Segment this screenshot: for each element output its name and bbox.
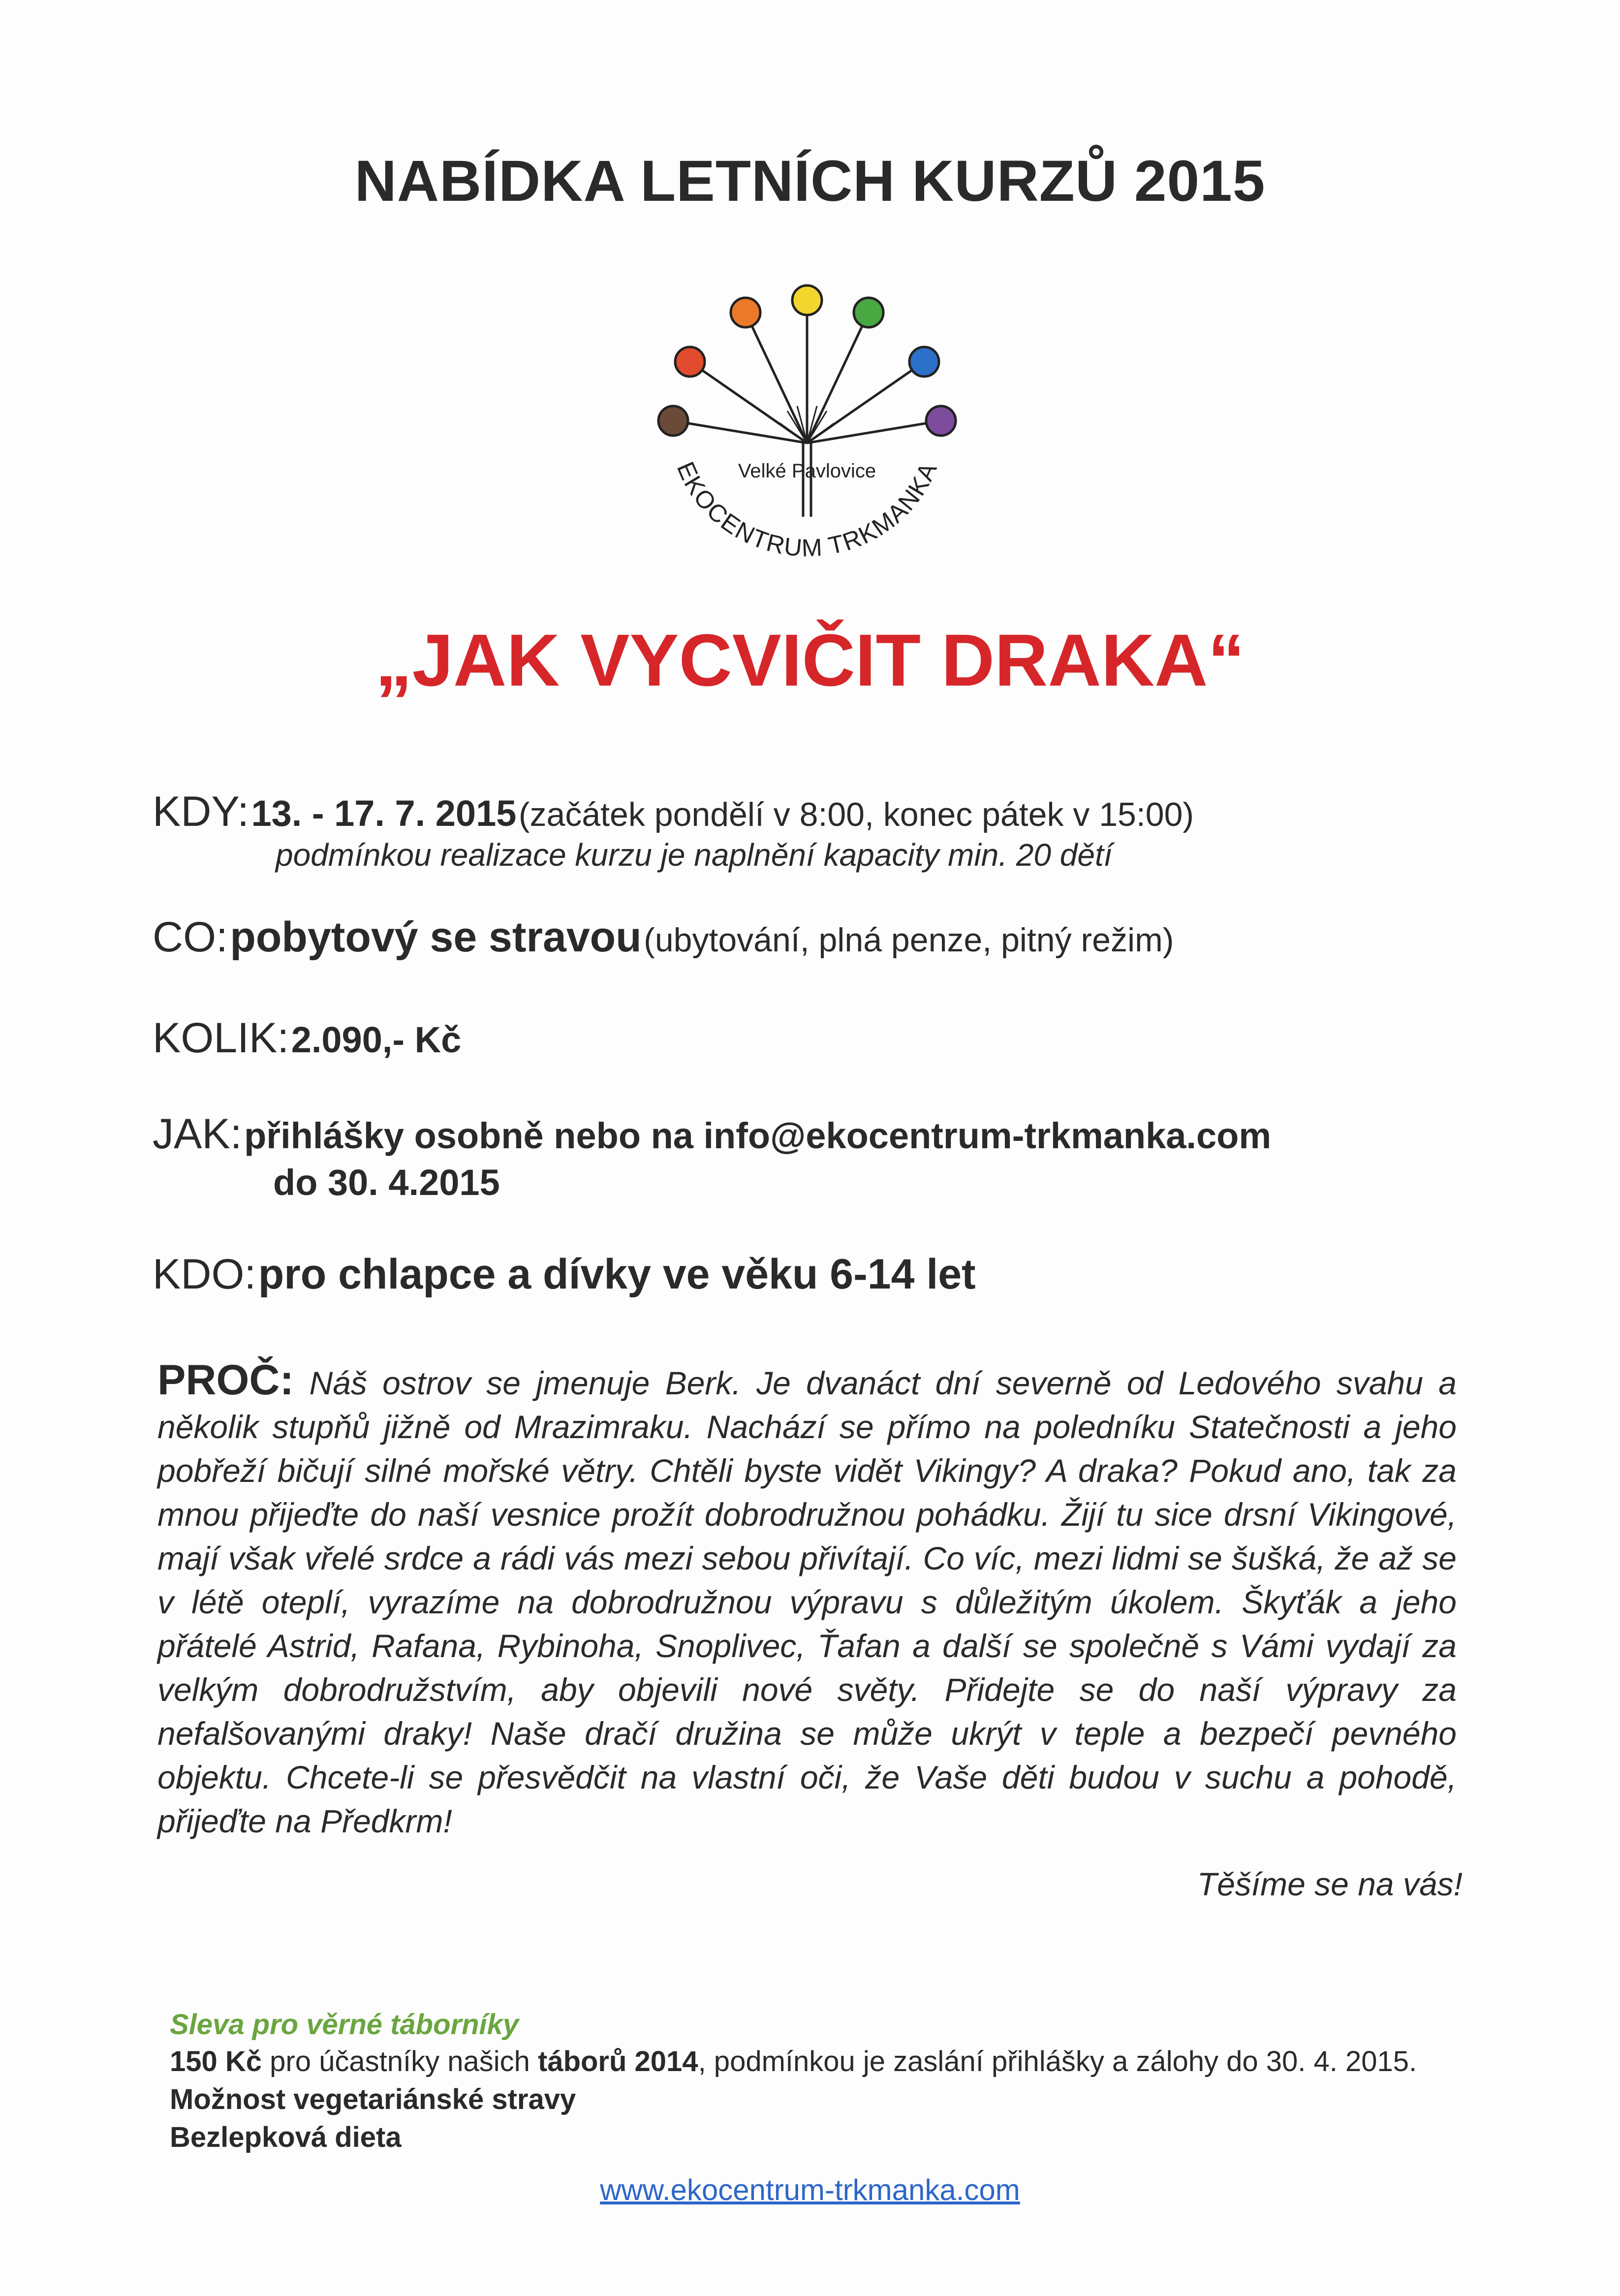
gluten-free-option: Bezlepková dieta: [170, 2121, 402, 2153]
logo-dot-purple: [926, 406, 956, 436]
proc-label: PROČ:: [157, 1356, 294, 1404]
page-title: NABÍDKA LETNÍCH KURZŮ 2015: [354, 149, 1266, 214]
co-detail: (ubytování, plná penze, pitný režim): [644, 921, 1174, 959]
vegetarian-option: Možnost vegetariánské stravy: [170, 2083, 576, 2115]
logo-dot-yellow: [792, 285, 822, 315]
jak-row: [153, 1110, 1271, 1159]
discount-text-2: , podmínkou je zaslání přihlášky a zálohy do 30. 4. 2015.: [698, 2045, 1417, 2077]
discount-text-1: pro účastníky našich: [270, 2045, 530, 2077]
kdo-label: KDO:: [153, 1251, 256, 1298]
jak-label: JAK:: [153, 1110, 242, 1158]
discount-line: [170, 2045, 1417, 2078]
kdy-detail: (začátek pondělí v 8:00, konec pátek v 15:00): [518, 796, 1194, 833]
ekocentrum-logo: [654, 276, 960, 581]
proc-text: Náš ostrov se jmenuje Berk. Je dvanáct dní severně od Ledového svahu a několik stupňů jižně od Mrazimraku. Nachází se přímo na poledníku Statečnosti a jeho pobřeží bičují silné mořské větry. Chtěli byste vidět Vikingy? A draka? Pokud ano, tak za mnou přijeďte do naší vesnice prožít dobrodružnou pohádku. Žijí tu sice drsní Vikingové, mají však vřelé srdce a rádi vás mezi sebou přivítají. Co víc, mezi lidmi se šušká, že až se v létě oteplí, vyrazíme na dobrodružnou výpravu s důležitým úkolem. Škyťák a jeho přátelé Astrid, Rafana, Rybinoha, Snoplivec, Ťafan a další se společně s Vámi vydají za velkým dobrodružstvím, aby objevili nové světy. Přidejte se do naší výpravy za nefalšovanými draky! Naše dračí družina se může ukrýt v teple a bezpečí pevného objektu. Chcete-li se přesvědčit na vlastní oči, že Vaše děti budou v suchu a pohodě, přijeďte na Předkrm!: [157, 1365, 1457, 1839]
logo-dot-brown: [658, 406, 688, 436]
website-link[interactable]: www.ekocentrum-trkmanka.com: [600, 2173, 1020, 2206]
signoff: Těšíme se na vás!: [1197, 1866, 1463, 1902]
kdo-row: [153, 1250, 976, 1299]
logo-place: Velké Pavlovice: [738, 460, 876, 482]
logo-ring-text: EKOCENTRUM TRKMANKA: [671, 458, 943, 562]
kolik-value: 2.090,- Kč: [291, 1019, 462, 1060]
co-row: [153, 913, 1174, 962]
kdy-label: KDY:: [153, 788, 249, 835]
logo-dot-blue: [909, 347, 939, 377]
proc-paragraph: [157, 1358, 1457, 1843]
kdy-row: [153, 787, 1194, 836]
kolik-row: [153, 1014, 461, 1063]
kolik-label: KOLIK:: [153, 1014, 289, 1062]
discount-camps: táborů 2014: [538, 2045, 698, 2077]
co-value: pobytový se stravou: [230, 913, 642, 961]
jak-deadline: do 30. 4.2015: [273, 1162, 500, 1203]
logo-dot-red: [675, 347, 705, 377]
discount-title: Sleva pro věrné táborníky: [170, 2009, 519, 2041]
course-title: „JAK VYCVIČIT DRAKA“: [375, 619, 1245, 701]
kdo-value: pro chlapce a dívky ve věku 6-14 let: [258, 1251, 976, 1298]
logo-dot-green: [854, 298, 883, 327]
discount-amount: 150 Kč: [170, 2045, 262, 2077]
kdy-date: 13. - 17. 7. 2015: [251, 793, 517, 834]
kdy-note: podmínkou realizace kurzu je naplnění kapacity min. 20 dětí: [276, 837, 1113, 873]
jak-value: přihlášky osobně nebo na info@ekocentrum-trkmanka.com: [244, 1115, 1272, 1156]
logo-dot-orange: [731, 298, 760, 327]
co-label: CO:: [153, 913, 228, 961]
